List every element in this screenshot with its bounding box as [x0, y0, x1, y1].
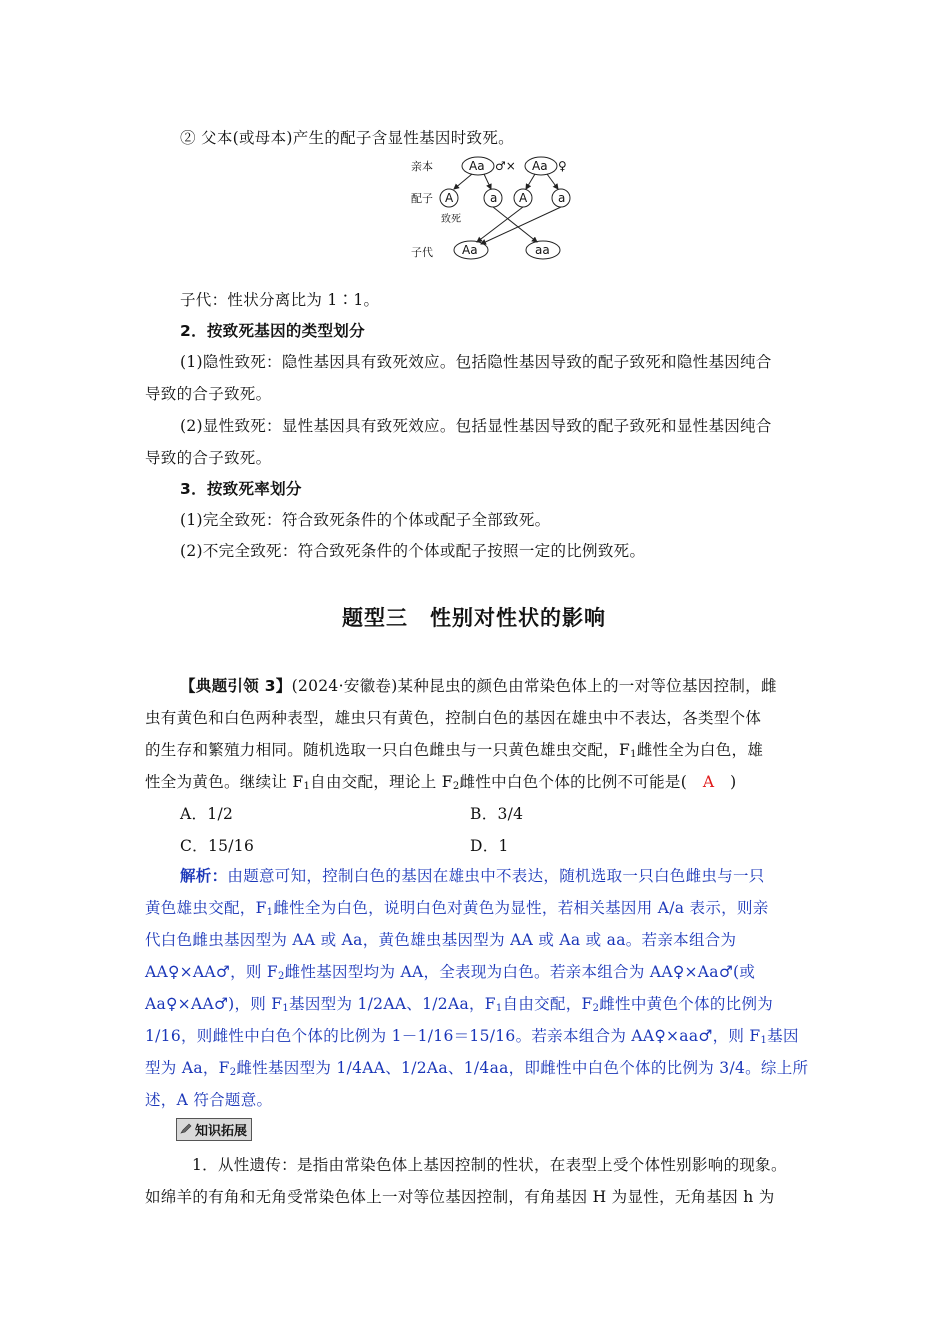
lethal-label: 致死: [441, 214, 461, 225]
expand-line1: 1．从性遗传：是指由常染色体上基因控制的性状，在表型上受个体性别影响的现象。: [192, 1156, 787, 1174]
analysis-line3: 代白色雌虫基因型为 AA 或 Aa，黄色雄虫基因型为 AA 或 Aa 或 aa。若亲本组合为: [145, 931, 737, 949]
female-symbol: ♀: [558, 159, 567, 173]
question-line4: 性全为黄色。继续让 $F_1$自由交配，理论上 $F_2$雌性中白色个体的比例不可能是( A ): [145, 773, 737, 792]
question-line1: 【典题引领 3】(2024·安徽卷)某种昆虫的颜色由常染色体上的一对等位基因控制，雌: [180, 677, 777, 695]
question-line3: 的生存和繁殖力相同。随机选取一只白色雌虫与一只黄色雄虫交配，$F_1$雌性全为白色，雄: [145, 741, 764, 760]
gamete-A1-label: A: [445, 191, 454, 205]
section2-item2b: 导致的合子致死。: [145, 449, 272, 467]
gamete-a2-label: a: [558, 191, 566, 205]
offspring-ratio: 子代：性状分离比为 1∶1。: [180, 291, 380, 309]
analysis-line2: 黄色雄虫交配，$F_1$雌性全为白色，说明白色对黄色为显性，若相关基因用 A/a 表示，则亲: [145, 899, 769, 918]
type-title: 题型三 性别对性状的影响: [342, 606, 606, 630]
gamete-A2-label: A: [519, 191, 528, 205]
intro-line: ② 父本(或母本)产生的配子含显性基因时致死。: [180, 129, 514, 147]
analysis-line6: 1/16，则雌性中白色个体的比例为 1－1/16＝15/16。若亲本组合为 AA♀×aa♂，则 $F_1$基因: [145, 1027, 799, 1046]
cross-symbol: ♂×: [495, 159, 516, 173]
section2-item1a: (1)隐性致死：隐性基因具有致死效应。包括隐性基因导致的配子致死和隐性基因纯合: [180, 353, 772, 371]
section3-heading: 3．按致死率划分: [180, 480, 302, 498]
parent1: Aa: [469, 159, 485, 173]
offspring1: Aa: [462, 243, 478, 257]
section3-item2: (2)不完全致死：符合致死条件的个体或配子按照一定的比例致死。: [180, 542, 646, 560]
section2-item1b: 导致的合子致死。: [145, 385, 272, 403]
label-gamete: 配子: [411, 192, 433, 205]
option-b: B．3/4: [470, 805, 524, 823]
section2-item2a: (2)显性致死：显性基因具有致死效应。包括显性基因导致的配子致死和显性基因纯合: [180, 417, 772, 435]
analysis-line4: AA♀×AA♂，则 $F_2$雌性基因型均为 AA，全表现为白色。若亲本组合为 AA♀×Aa♂(或: [145, 963, 756, 982]
analysis-line7: 型为 Aa，$F_2$雌性基因型为 1/4AA、1/2Aa、1/4aa，即雌性中白色个体的比例为 3/4。综上所: [145, 1059, 809, 1078]
cross-diagram: [405, 150, 595, 265]
offspring2: aa: [535, 243, 550, 257]
gamete-a1-label: a: [490, 191, 498, 205]
analysis-label: 解析：: [180, 867, 228, 885]
analysis-line5: Aa♀×AA♂)，则 $F_1$基因型为 1/2AA、1/2Aa，$F_1$自由交配，$F_2$雌性中黄色个体的比例为: [145, 995, 774, 1014]
answer: A: [702, 773, 715, 791]
question-line2: 虫有黄色和白色两种表型，雄虫只有黄色，控制白色的基因在雄虫中不表达，各类型个体: [145, 709, 762, 727]
option-a: A．1/2: [180, 805, 234, 823]
analysis-line8: 述，A 符合题意。: [145, 1091, 273, 1109]
label-parent: 亲本: [411, 160, 433, 173]
section2-heading: 2．按致死基因的类型划分: [180, 322, 365, 340]
option-d: D．1: [470, 837, 509, 855]
analysis-line1: 解析：由题意可知，控制白色的基因在雄虫中不表达，随机选取一只白色雌虫与一只: [180, 867, 765, 885]
expand-line2: 如绵羊的有角和无角受常染色体上一对等位基因控制，有角基因 H 为显性，无角基因 h 为: [145, 1188, 775, 1206]
pencil-icon: [180, 1122, 192, 1134]
expand-tag: 知识拓展: [176, 1118, 252, 1141]
label-offspring: 子代: [411, 246, 433, 259]
section3-item1: (1)完全致死：符合致死条件的个体或配子全部致死。: [180, 511, 551, 529]
option-c: C．15/16: [180, 837, 255, 855]
parent2: Aa: [532, 159, 548, 173]
question-label: 【典题引领 3】: [180, 677, 292, 695]
